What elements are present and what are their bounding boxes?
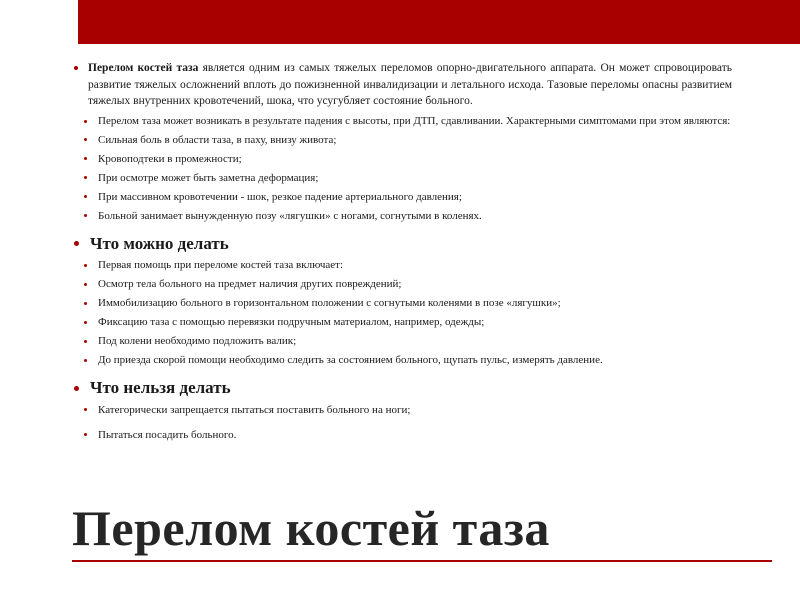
list-item: До приезда скорой помощи необходимо следить за состоянием больного, щупать пульс, измерять давление. xyxy=(72,353,732,369)
top-accent-band xyxy=(78,0,800,44)
list-item: Перелом таза может возникать в результате падения с высоты, при ДТП, сдавливании. Характерными симптомами при этом являются: xyxy=(72,114,732,130)
list-item: При осмотре может быть заметна деформация; xyxy=(72,171,732,187)
list-item: Под колени необходимо подложить валик; xyxy=(72,334,732,350)
list-item: Пытаться посадить больного. xyxy=(72,428,732,444)
slide-body xyxy=(72,60,732,447)
title-underline xyxy=(72,560,772,562)
page-title: Перелом костей таза xyxy=(72,499,550,556)
bullet-list xyxy=(72,60,732,444)
list-item: Фиксацию таза с помощью перевязки подручным материалом, например, одежды; xyxy=(72,315,732,331)
list-item: Иммобилизацию больного в горизонтальном положении с согнутыми коленями в позе «лягушки»; xyxy=(72,296,732,312)
list-item: При массивном кровотечении - шок, резкое падение артериального давления; xyxy=(72,190,732,206)
list-item: Больной занимает вынужденную позу «лягушки» с ногами, согнутыми в коленях. xyxy=(72,209,732,225)
list-item: Сильная боль в области таза, в паху, внизу живота; xyxy=(72,133,732,149)
list-item: Категорически запрещается пытаться поставить больного на ноги; xyxy=(72,403,732,419)
list-item: Кровоподтеки в промежности; xyxy=(72,152,732,168)
section-heading: Что нельзя делать xyxy=(72,376,732,400)
title-block xyxy=(72,499,772,563)
list-item: Первая помощь при переломе костей таза включает: xyxy=(72,258,732,274)
bullet-lead-text: Перелом костей таза xyxy=(88,62,199,74)
list-item: Осмотр тела больного на предмет наличия других повреждений; xyxy=(72,277,732,293)
list-item xyxy=(72,60,732,110)
section-heading: Что можно делать xyxy=(72,232,732,256)
bullet-text: является одним из самых тяжелых переломов опорно-двигательного аппарата. Он может спровоцировать развитие тяжелых осложнений вплоть до пожизненной инвалидизации и летального исхода. Тазовые переломы опасны развитием тяжелых внутренних кровотечений, шока, что усугубляет состояние больного. xyxy=(88,62,733,108)
